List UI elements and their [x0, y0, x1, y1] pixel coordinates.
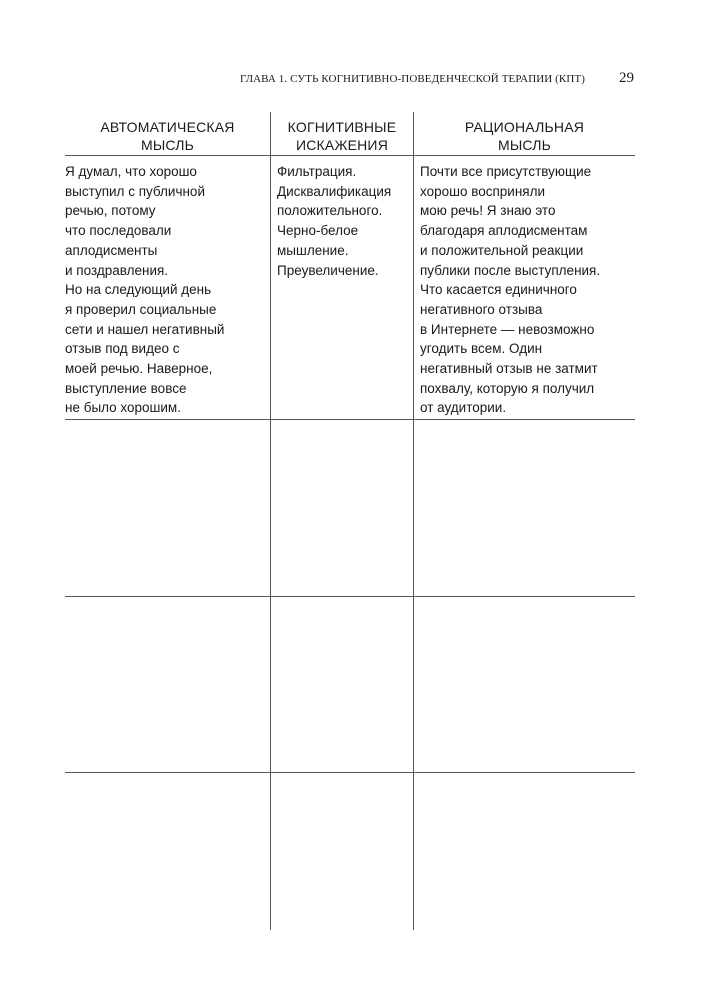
row-2-cognitive-distortions [271, 421, 413, 596]
row-2-automatic-thought [65, 421, 270, 596]
row-3-automatic-thought [65, 598, 270, 772]
header-rational-thought: РАЦИОНАЛЬНАЯ МЫСЛЬ [464, 119, 585, 153]
row-4-automatic-thought [65, 774, 270, 930]
row-divider-1 [65, 419, 635, 420]
row-divider-3 [65, 772, 635, 773]
row-4-rational-thought [414, 774, 635, 930]
page-number: 29 [619, 70, 634, 86]
row-2-rational-thought [414, 421, 635, 596]
row-1-automatic-thought: Я думал, что хорошо выступил с публичной речью, потому что последовали аплодисменты и поздравления. Но на следующий день я проверил социальные сети и нашел негативный отзыв под видео с моей речью. Наверное, выступление вовсе не было хорошим. [65, 164, 225, 416]
running-head [0, 70, 703, 90]
row-divider-2 [65, 596, 635, 597]
header-automatic-thought: АВТОМАТИЧЕСКАЯ МЫСЛЬ [100, 119, 235, 153]
header-cognitive-distortions: КОГНИТИВНЫЕ ИСКАЖЕНИЯ [287, 119, 397, 153]
row-3-cognitive-distortions [271, 598, 413, 772]
row-1-rational-thought: Почти все присутствующие хорошо восприняли мою речь! Я знаю это благодаря аплодисментам и положительной реакции публики после выступления. Что касается единичного негативного отзыва в Интернете — невозможно угодить всем. Один негативный отзыв не затмит похвалу, которую я получил от аудитории. [420, 164, 601, 416]
chapter-title: ГЛАВА 1. СУТЬ КОГНИТИВНО-ПОВЕДЕНЧЕСКОЙ ТЕРАПИИ (КПТ) [239, 73, 585, 85]
row-3-rational-thought [414, 598, 635, 772]
row-4-cognitive-distortions [271, 774, 413, 930]
thought-record-table [65, 112, 635, 930]
row-1-cognitive-distortions: Фильтрация. Дисквалификация положительного. Черно-белое мышление. Преувеличение. [277, 164, 392, 278]
